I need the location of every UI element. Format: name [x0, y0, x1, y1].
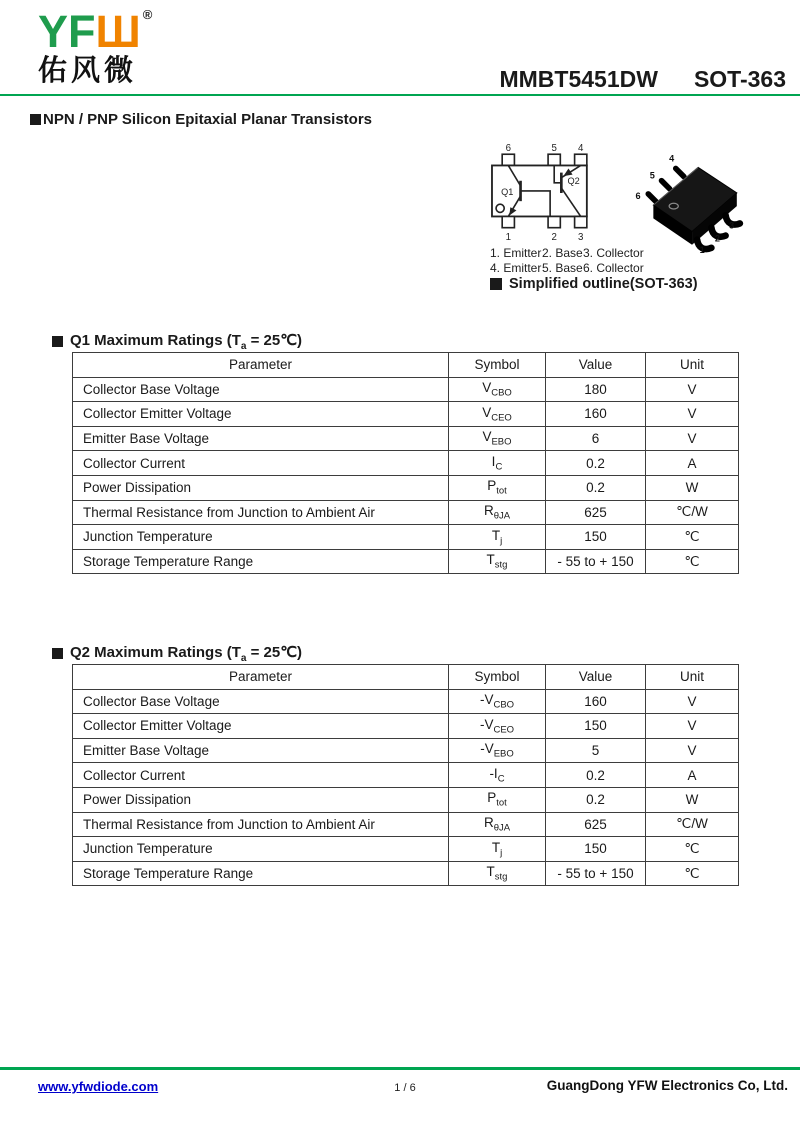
table-row [73, 377, 739, 402]
symbol-cell: $T_{stg}$ [449, 861, 546, 886]
unit-cell: V [646, 689, 739, 714]
parameter-cell: Collector Emitter Voltage [73, 402, 449, 427]
parameter-cell: Thermal Resistance from Junction to Ambient Air [73, 812, 449, 837]
unit-cell: V [646, 738, 739, 763]
symbol-cell: $P_{tot}$ [449, 475, 546, 500]
unit-cell: ℃ [646, 549, 739, 574]
pin3-assignment: 3. Collector [583, 246, 644, 260]
table-row [73, 451, 739, 476]
value-cell: 150 [546, 714, 646, 739]
value-cell: 0.2 [546, 763, 646, 788]
unit-cell: ℃ [646, 861, 739, 886]
pin4-assignment: 4. Emitter [490, 260, 542, 275]
value-cell: 0.2 [546, 451, 646, 476]
pin3-stub [575, 216, 587, 227]
symbol-cell: $-V_{CEO}$ [449, 714, 546, 739]
logo-wordmark [38, 6, 153, 57]
parameter-cell: Power Dissipation [73, 475, 449, 500]
col-header-parameter: Parameter [73, 665, 449, 690]
symbol-cell: $-I_C$ [449, 763, 546, 788]
unit-cell: V [646, 377, 739, 402]
parameter-cell: Collector Base Voltage [73, 377, 449, 402]
table-row [73, 549, 739, 574]
value-cell: 0.2 [546, 475, 646, 500]
table-header-row [73, 665, 739, 690]
table-row [73, 714, 739, 739]
value-cell: 0.2 [546, 787, 646, 812]
package-3d-image [633, 146, 747, 254]
square-bullet-icon [52, 648, 63, 659]
value-cell: 625 [546, 500, 646, 525]
table-row [73, 787, 739, 812]
table-row [73, 500, 739, 525]
pin1-number: 1 [505, 231, 511, 243]
col-header-unit: Unit [646, 353, 739, 378]
table-header-row [73, 353, 739, 378]
unit-cell: ℃ [646, 525, 739, 550]
unit-cell: W [646, 787, 739, 812]
symbol-cell: $-V_{EBO}$ [449, 738, 546, 763]
unit-cell: W [646, 475, 739, 500]
package-name: SOT-363 [693, 66, 786, 92]
part-number: MMBT5451DW [499, 66, 658, 92]
pin4-number: 4 [578, 143, 584, 155]
parameter-cell: Collector Emitter Voltage [73, 714, 449, 739]
pin2-number: 2 [551, 231, 557, 243]
parameter-cell: Storage Temperature Range [73, 861, 449, 886]
parameter-cell: Power Dissipation [73, 787, 449, 812]
subtitle-text: NPN / PNP Silicon Epitaxial Planar Transistors [43, 111, 373, 128]
pin-assignment-list [490, 247, 644, 275]
parameter-cell: Collector Current [73, 451, 449, 476]
sot363-body [648, 167, 740, 249]
figure-caption [490, 276, 698, 292]
symbol-cell: $R_{\theta JA}$ [449, 812, 546, 837]
q2-maximum-ratings-table [72, 664, 739, 886]
unit-cell: V [646, 402, 739, 427]
table-row [73, 738, 739, 763]
pkg-pin1-number: 1 [699, 244, 705, 254]
col-header-value: Value [546, 665, 646, 690]
q1-title-text: Q1 Maximum Ratings ($T_a$ = 25℃) [70, 332, 303, 352]
col-header-symbol: Symbol [449, 353, 546, 378]
q2-section-title [52, 643, 302, 664]
q1-label: Q1 [501, 187, 514, 198]
pin6-assignment: 6. Collector [583, 260, 644, 275]
value-cell: 180 [546, 377, 646, 402]
value-cell: - 55 to + 150 [546, 861, 646, 886]
symbol-cell: $T_{stg}$ [449, 549, 546, 574]
symbol-cell: $-V_{CBO}$ [449, 689, 546, 714]
unit-cell: A [646, 763, 739, 788]
value-cell: 160 [546, 689, 646, 714]
value-cell: - 55 to + 150 [546, 549, 646, 574]
parameter-cell: Emitter Base Voltage [73, 738, 449, 763]
footer-divider [0, 1067, 800, 1070]
table-row [73, 426, 739, 451]
q1-section-title [52, 331, 302, 352]
logo-yf-text: YF [38, 6, 96, 57]
pin1-stub [502, 216, 514, 227]
pin2-stub [548, 216, 560, 227]
parameter-cell: Thermal Resistance from Junction to Ambient Air [73, 500, 449, 525]
pin4-stub [575, 154, 587, 165]
col-header-unit: Unit [646, 665, 739, 690]
page-subtitle [30, 111, 372, 128]
table-row [73, 689, 739, 714]
square-bullet-icon [490, 278, 502, 290]
logo-chinese-name: 佑风微 [38, 55, 138, 87]
pin5-stub [548, 154, 560, 165]
unit-cell: A [646, 451, 739, 476]
unit-cell: ℃ [646, 837, 739, 862]
symbol-cell: $V_{CEO}$ [449, 402, 546, 427]
q1-maximum-ratings-table [72, 352, 739, 574]
parameter-cell: Emitter Base Voltage [73, 426, 449, 451]
col-header-value: Value [546, 353, 646, 378]
q2-label: Q2 [567, 175, 580, 186]
symbol-cell: $V_{EBO}$ [449, 426, 546, 451]
parameter-cell: Junction Temperature [73, 837, 449, 862]
unit-cell: V [646, 426, 739, 451]
pkg-pin6-number: 6 [635, 190, 641, 201]
company-logo [38, 8, 152, 86]
pin1-assignment: 1. Emitter [490, 246, 542, 260]
value-cell: 625 [546, 812, 646, 837]
parameter-cell: Storage Temperature Range [73, 549, 449, 574]
square-bullet-icon [30, 114, 41, 125]
logo-w-glyph: Ш [95, 6, 141, 57]
table-row [73, 837, 739, 862]
table-row [73, 812, 739, 837]
table-row [73, 525, 739, 550]
symbol-cell: $V_{CBO}$ [449, 377, 546, 402]
unit-cell: V [646, 714, 739, 739]
pin5-number: 5 [551, 143, 557, 155]
parameter-cell: Collector Current [73, 763, 449, 788]
pin2-assignment: 2. Base [542, 246, 583, 260]
symbol-cell: $T_j$ [449, 837, 546, 862]
page-number: 1 / 6 [394, 1082, 416, 1094]
q2-title-text: Q2 Maximum Ratings ($T_a$ = 25℃) [70, 644, 303, 664]
company-name: GuangDong YFW Electronics Co, Ltd. [546, 1078, 788, 1093]
pin6-number: 6 [505, 143, 511, 155]
pkg-pin4-number: 4 [669, 153, 675, 164]
table-row [73, 402, 739, 427]
document-title [499, 66, 786, 93]
parameter-cell: Collector Base Voltage [73, 689, 449, 714]
table-row [73, 475, 739, 500]
header-divider [0, 94, 800, 96]
value-cell: 6 [546, 426, 646, 451]
registered-trademark-icon: ® [142, 7, 153, 22]
table-row [73, 763, 739, 788]
square-bullet-icon [52, 336, 63, 347]
unit-cell: ℃/W [646, 500, 739, 525]
symbol-cell: $R_{\theta JA}$ [449, 500, 546, 525]
parameter-cell: Junction Temperature [73, 525, 449, 550]
internal-schematic-diagram [485, 142, 603, 244]
pkg-pin2-number: 2 [714, 233, 721, 244]
value-cell: 150 [546, 525, 646, 550]
pin6-stub [502, 154, 514, 165]
table-row [73, 861, 739, 886]
pin5-assignment: 5. Base [542, 260, 583, 275]
col-header-parameter: Parameter [73, 353, 449, 378]
unit-cell: ℃/W [646, 812, 739, 837]
pkg-pin5-number: 5 [649, 170, 655, 181]
pkg-pin3-number: 3 [729, 220, 735, 231]
pin3-number: 3 [578, 231, 584, 243]
value-cell: 5 [546, 738, 646, 763]
value-cell: 160 [546, 402, 646, 427]
col-header-symbol: Symbol [449, 665, 546, 690]
symbol-cell: $I_C$ [449, 451, 546, 476]
caption-text: Simplified outline(SOT-363) [509, 276, 698, 292]
value-cell: 150 [546, 837, 646, 862]
website-link[interactable]: www.yfwdiode.com [38, 1079, 159, 1094]
symbol-cell: $P_{tot}$ [449, 787, 546, 812]
symbol-cell: $T_j$ [449, 525, 546, 550]
